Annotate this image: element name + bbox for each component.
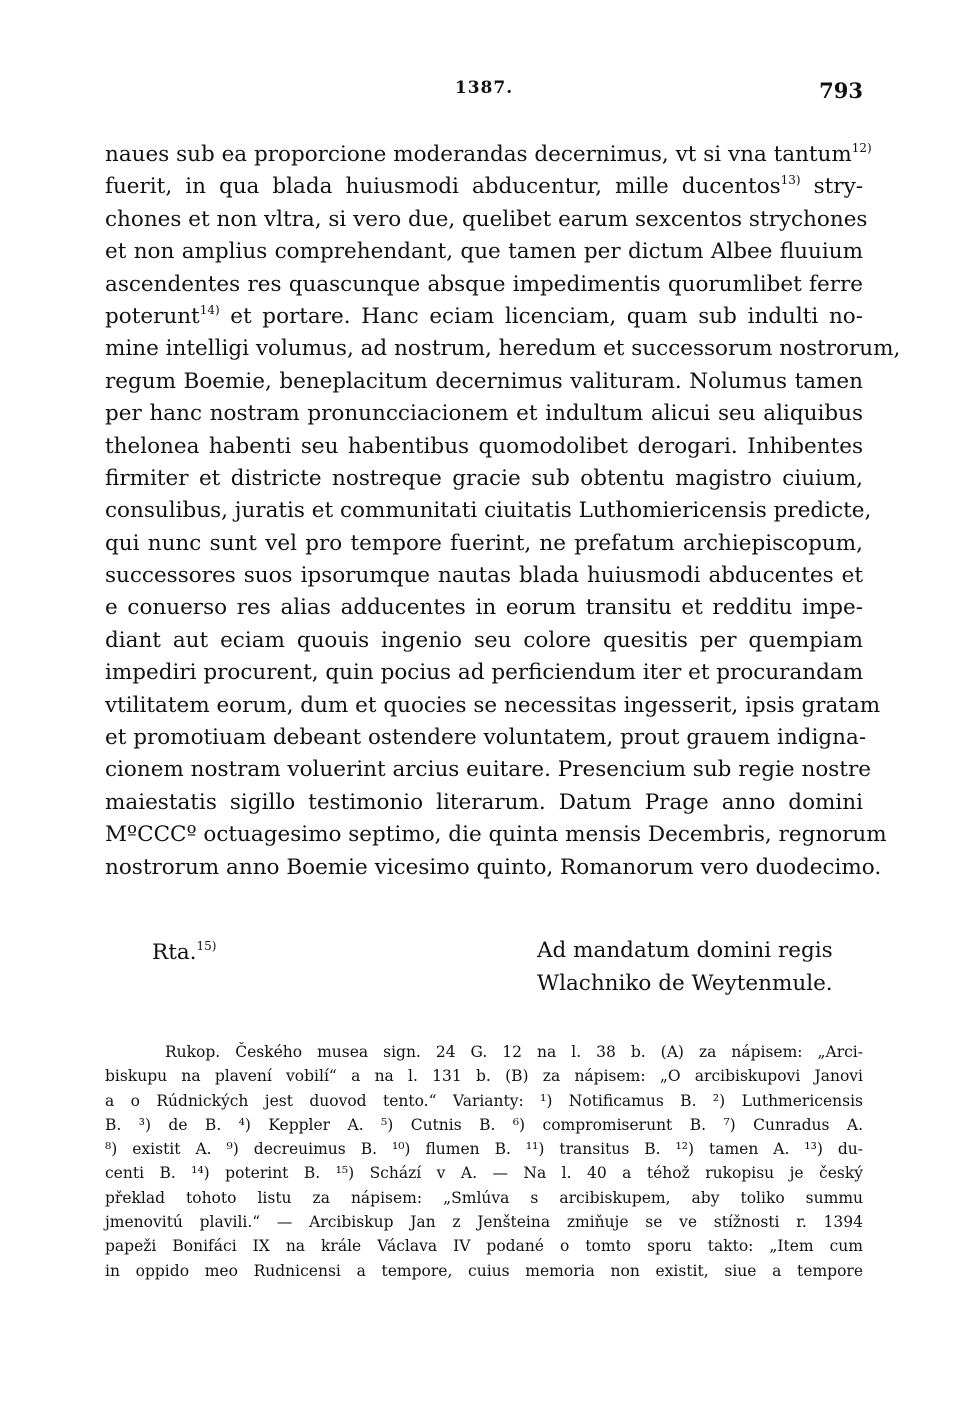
footnote-line: centi B. ¹⁴) poterint B. ¹⁵) Schází v A. — Na l. 40 a téhož rukopisu je český (105, 1164, 863, 1183)
text-line: et non amplius comprehendant, que tamen per dictum Albee fluuium (105, 239, 863, 265)
text-line: poterunt$^{14)}$ et portare. Hanc eciam licenciam, quam sub indulti no- (105, 302, 863, 329)
text-line: consulibus, juratis et communitati ciuitatis Luthomiericensis predicte, (105, 498, 872, 524)
text-line: naues sub ea proporcione moderandas decernimus, vt si vna tantum$^{12)}$ (105, 141, 872, 167)
text-line: nostrorum anno Boemie vicesimo quinto, Romanorum vero duodecimo. (105, 854, 882, 880)
footnote-line: B. ³) de B. ⁴) Keppler A. ⁵) Cutnis B. ⁶) compromiserunt B. ⁷) Cunradus A. (105, 1115, 863, 1134)
text-line: thelonea habenti seu habentibus quomodolibet derogari. Inhibentes (105, 433, 863, 459)
page-year: 1387. (454, 78, 514, 98)
footnote-line: in oppido meo Rudnicensi a tempore, cuius memoria non existit, siue a tempore (105, 1261, 863, 1280)
text-line: MºCCCº octuagesimo septimo, die quinta mensis Decembris, regnorum (105, 822, 887, 848)
text-line: regum Boemie, beneplacitum decernimus valituram. Nolumus tamen (105, 368, 863, 394)
text-line: mine intelligi volumus, ad nostrum, heredum et successorum nostrorum, (105, 336, 901, 362)
text-line: maiestatis sigillo testimonio literarum. Datum Prage anno domini (105, 789, 863, 815)
footnote-line: jmenovitú plavili.“ — Arcibiskup Jan z Jenšteina zmiňuje se ve stížnosti r. 1394 (105, 1213, 863, 1232)
text-line: e conuerso res alias adducentes in eorum transitu et redditu impe- (105, 595, 863, 621)
text-line: qui nunc sunt vel pro tempore fuerint, ne prefatum archiepiscopum, (105, 530, 863, 556)
footnote-line: papeži Bonifáci IX na krále Václava IV podané o tomto sporu takto: „Item cum (105, 1237, 863, 1256)
text-line: fuerit, in qua blada huiusmodi abducentur, mille ducentos$^{13)}$ stry- (105, 173, 863, 200)
mandate-line: Wlachniko de Weytenmule. (537, 971, 833, 996)
main-text (105, 139, 901, 884)
footnotes (105, 1040, 863, 1283)
footnote-line: biskupu na plavení vobilí“ a na l. 131 b. (B) za nápisem: „O arcibiskupovi Janovi (105, 1067, 863, 1086)
signature-mandate (537, 934, 833, 1000)
page-number: 793 (819, 78, 863, 103)
footnote-line: překlad tohoto listu za nápisem: „Smlúva s arcibiskupem, aby toliko summu (105, 1188, 863, 1207)
page-header (105, 78, 863, 108)
text-line: per hanc nostram pronuncciacionem et indultum alicui seu aliquibus (105, 401, 863, 427)
text-line: ascendentes res quascunque absque impedimentis quorumlibet ferre (105, 271, 863, 297)
text-line: vtilitatem eorum, dum et quocies se necessitas ingesserit, ipsis gratam (105, 692, 881, 718)
mandate-line: Ad mandatum domini regis (537, 938, 833, 963)
signature-rta: Rta.$^{15)}$ (152, 939, 217, 965)
footnote-line: a o Rúdnických jest duovod tento.“ Varianty: ¹) Notificamus B. ²) Luthmericensis (105, 1091, 863, 1110)
text-line: chones et non vltra, si vero due, quelibet earum sexcentos strychones (105, 206, 868, 232)
text-line: firmiter et districte nostreque gracie sub obtentu magistro ciuium, (105, 465, 863, 491)
text-line: diant aut eciam quouis ingenio seu colore quesitis per quempiam (105, 627, 863, 653)
text-line: cionem nostram voluerint arcius euitare. Presencium sub regie nostre (105, 757, 871, 783)
text-line: impediri procurent, quin pocius ad perficiendum iter et procurandam (105, 660, 864, 686)
text-line: successores suos ipsorumque nautas blada huiusmodi abducentes et (105, 563, 863, 589)
text-line: et promotiuam debeant ostendere voluntatem, prout grauem indigna- (105, 725, 867, 751)
footnote-line: ⁸) existit A. ⁹) decreuimus B. ¹⁰) flumen B. ¹¹) transitus B. ¹²) tamen A. ¹³) du- (105, 1140, 863, 1159)
footnote-line: Rukop. Českého musea sign. 24 G. 12 na l. 38 b. (A) za nápisem: „Arci- (165, 1043, 863, 1061)
